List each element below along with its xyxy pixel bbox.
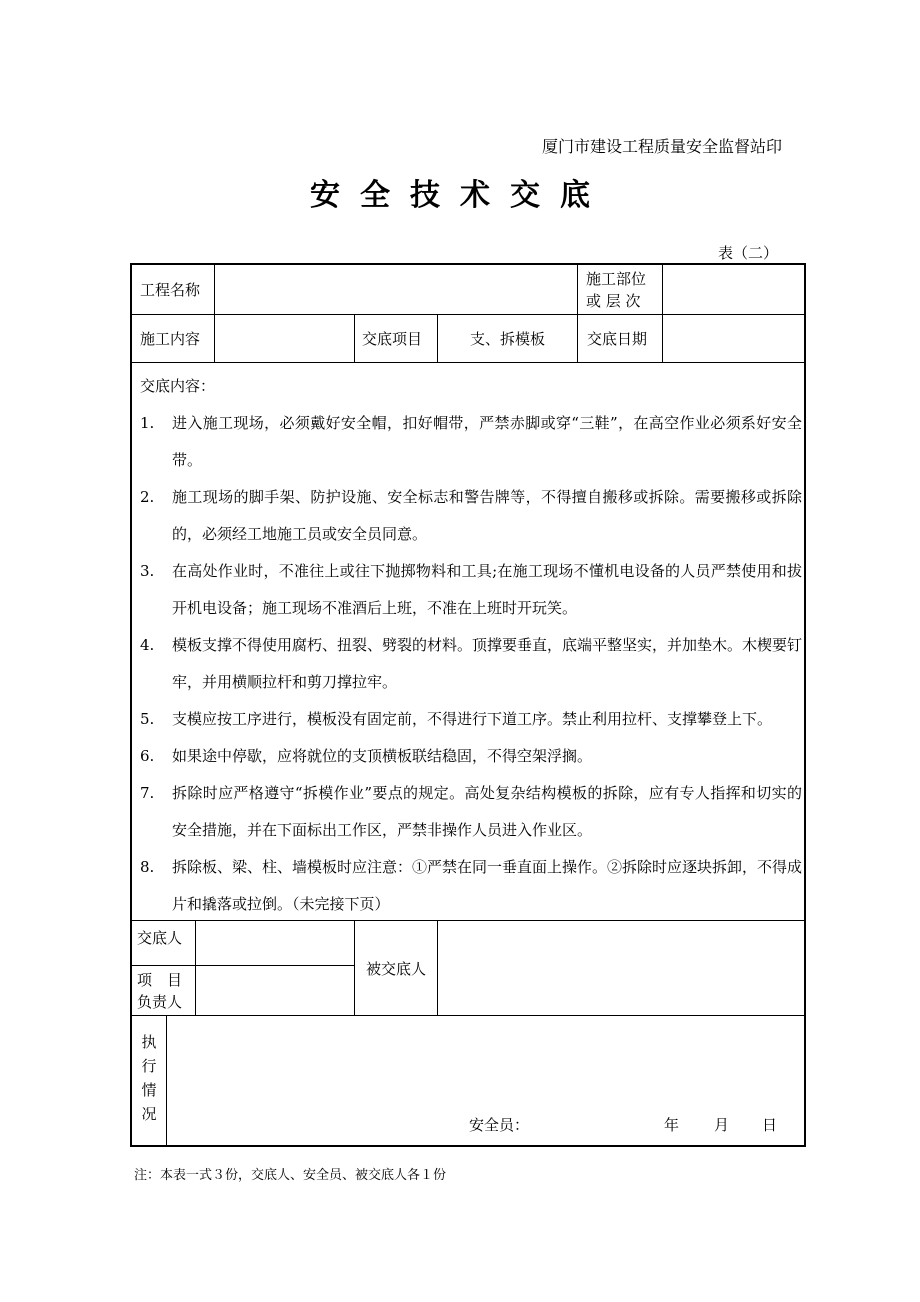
content-heading: 交底内容： bbox=[140, 377, 216, 395]
safety-officer-label: 安全员： bbox=[469, 1115, 530, 1134]
year-label: 年 bbox=[664, 1115, 680, 1134]
disclosure-content bbox=[140, 368, 802, 923]
location-label-line1: 施工部位 bbox=[586, 270, 647, 288]
list-item: 7. 拆除时应严格遵守“拆模作业”要点的规定。高处复杂结构模板的拆除，应有专人指挥和切实的安全措施，并在下面标出工作区，严禁非操作人员进入作业区。 bbox=[140, 784, 802, 839]
recipient-label: 被交底人 bbox=[365, 959, 426, 978]
footnote: 注：本表一式３份，交底人、安全员、被交底人各１份 bbox=[134, 1168, 447, 1183]
list-item: 4. 模板支撑不得使用腐朽、扭裂、劈裂的材料。顶撑要垂直，底端平整坚实，并加垫木。木楔要钉牢，并用横顺拉杆和剪刀撑拉牢。 bbox=[140, 636, 803, 691]
project-name-label: 工程名称 bbox=[140, 281, 201, 299]
project-manager-label bbox=[137, 967, 193, 1015]
project-manager-field[interactable] bbox=[200, 967, 350, 1015]
list-item: 1. 进入施工现场，必须戴好安全帽，扣好帽带，严禁赤脚或穿“三鞋”，在高空作业必须系好安全带。 bbox=[140, 414, 802, 469]
date-label: 交底日期 bbox=[587, 330, 648, 348]
date-field[interactable] bbox=[668, 315, 800, 362]
pm-label-line2: 负责人 bbox=[137, 993, 183, 1011]
work-content-field[interactable] bbox=[220, 315, 350, 362]
list-item: 5. 支模应按工序进行，模板没有固定前，不得进行下道工序。禁止利用拉杆、支撑攀登上下。 bbox=[140, 710, 773, 728]
document-title: 安全技术交底 bbox=[310, 178, 610, 213]
list-item: 8. 拆除板、梁、柱、墙模板时应注意：①严禁在同一垂直面上操作。②拆除时应逐块拆卸，不得成片和撬落或拉倒。（未完接下页） bbox=[140, 858, 803, 913]
location-label-line2: 或 层 次 bbox=[586, 292, 641, 310]
item-label: 交底项目 bbox=[362, 330, 423, 348]
recipient-field[interactable] bbox=[443, 921, 800, 1015]
location-label bbox=[586, 268, 662, 312]
form-number: 表（二） bbox=[717, 244, 778, 262]
project-name-field[interactable] bbox=[220, 265, 572, 314]
item-value: 支、拆模板 bbox=[469, 330, 545, 348]
month-label: 月 bbox=[714, 1115, 730, 1134]
work-content-label: 施工内容 bbox=[140, 330, 201, 348]
list-item: 6. 如果途中停歇，应将就位的支顶横板联结稳固，不得空架浮搁。 bbox=[140, 747, 593, 765]
discloser-label: 交底人 bbox=[137, 928, 183, 947]
list-item: 2. 施工现场的脚手架、防护设施、安全标志和警告牌等，不得擅自搬移或拆除。需要搬移或拆除的，必须经工地施工员或安全员同意。 bbox=[140, 488, 802, 543]
execution-label: 执 行 情 况 bbox=[141, 1033, 157, 1123]
issuer-stamp: 厦门市建设工程质量安全监督站印 bbox=[541, 137, 782, 156]
list-item: 3. 在高处作业时，不准往上或往下抛掷物料和工具;在施工现场不懂机电设备的人员严禁使用和拔开机电设备；施工现场不准酒后上班，不准在上班时开玩笑。 bbox=[140, 562, 802, 617]
day-label: 日 bbox=[762, 1115, 778, 1134]
pm-label-line1: 项 目 bbox=[137, 971, 183, 989]
location-field[interactable] bbox=[668, 265, 800, 314]
discloser-field[interactable] bbox=[200, 922, 350, 964]
